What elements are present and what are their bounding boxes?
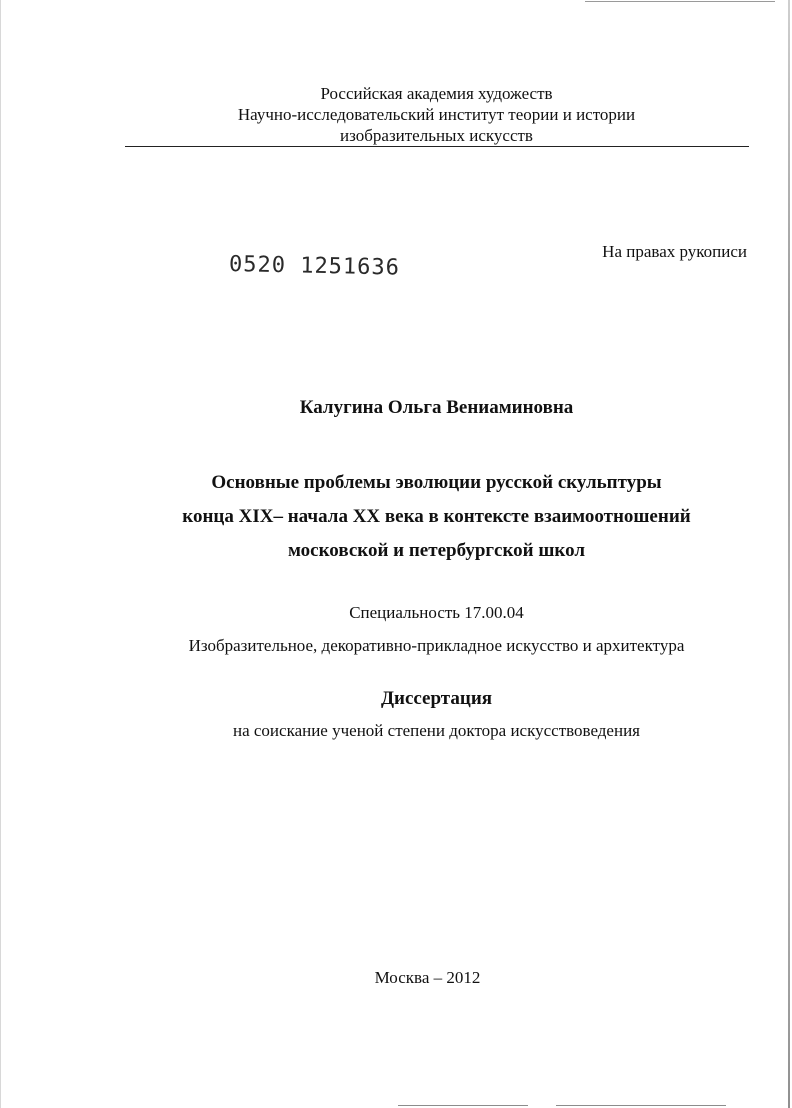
header-academy: Российская академия художеств	[320, 84, 553, 103]
degree-sought: на соискание ученой степени доктора искусствоведения	[232, 721, 640, 740]
scan-bottom-mark	[398, 1105, 528, 1106]
specialty-field: Изобразительное, декоративно-прикладное искусство и архитектура	[188, 636, 685, 655]
scan-bottom-mark	[556, 1105, 726, 1106]
header-institute: Научно-исследовательский институт теории и истории	[237, 105, 636, 124]
library-stamp-number: 0520 1251636	[228, 252, 401, 281]
specialty-code: Специальность 17.00.04	[349, 603, 524, 622]
header-divider	[125, 146, 749, 147]
document-type: Диссертация	[380, 688, 493, 709]
header-institute-cont: изобразительных искусств	[340, 126, 533, 145]
dissertation-title	[0, 466, 792, 568]
title-line-1: Основные проблемы эволюции русской скульптуры	[211, 472, 662, 493]
title-line-3: московской и петербургской школ	[287, 540, 586, 561]
rights-note: На правах рукописи	[602, 242, 747, 261]
institution-header	[0, 83, 792, 146]
scan-top-mark	[585, 1, 775, 2]
title-line-2: конца XIX– начала XX века в контексте взаимоотношений	[182, 506, 691, 527]
author-name: Калугина Ольга Вениаминовна	[299, 397, 574, 418]
place-and-year: Москва – 2012	[374, 968, 481, 987]
